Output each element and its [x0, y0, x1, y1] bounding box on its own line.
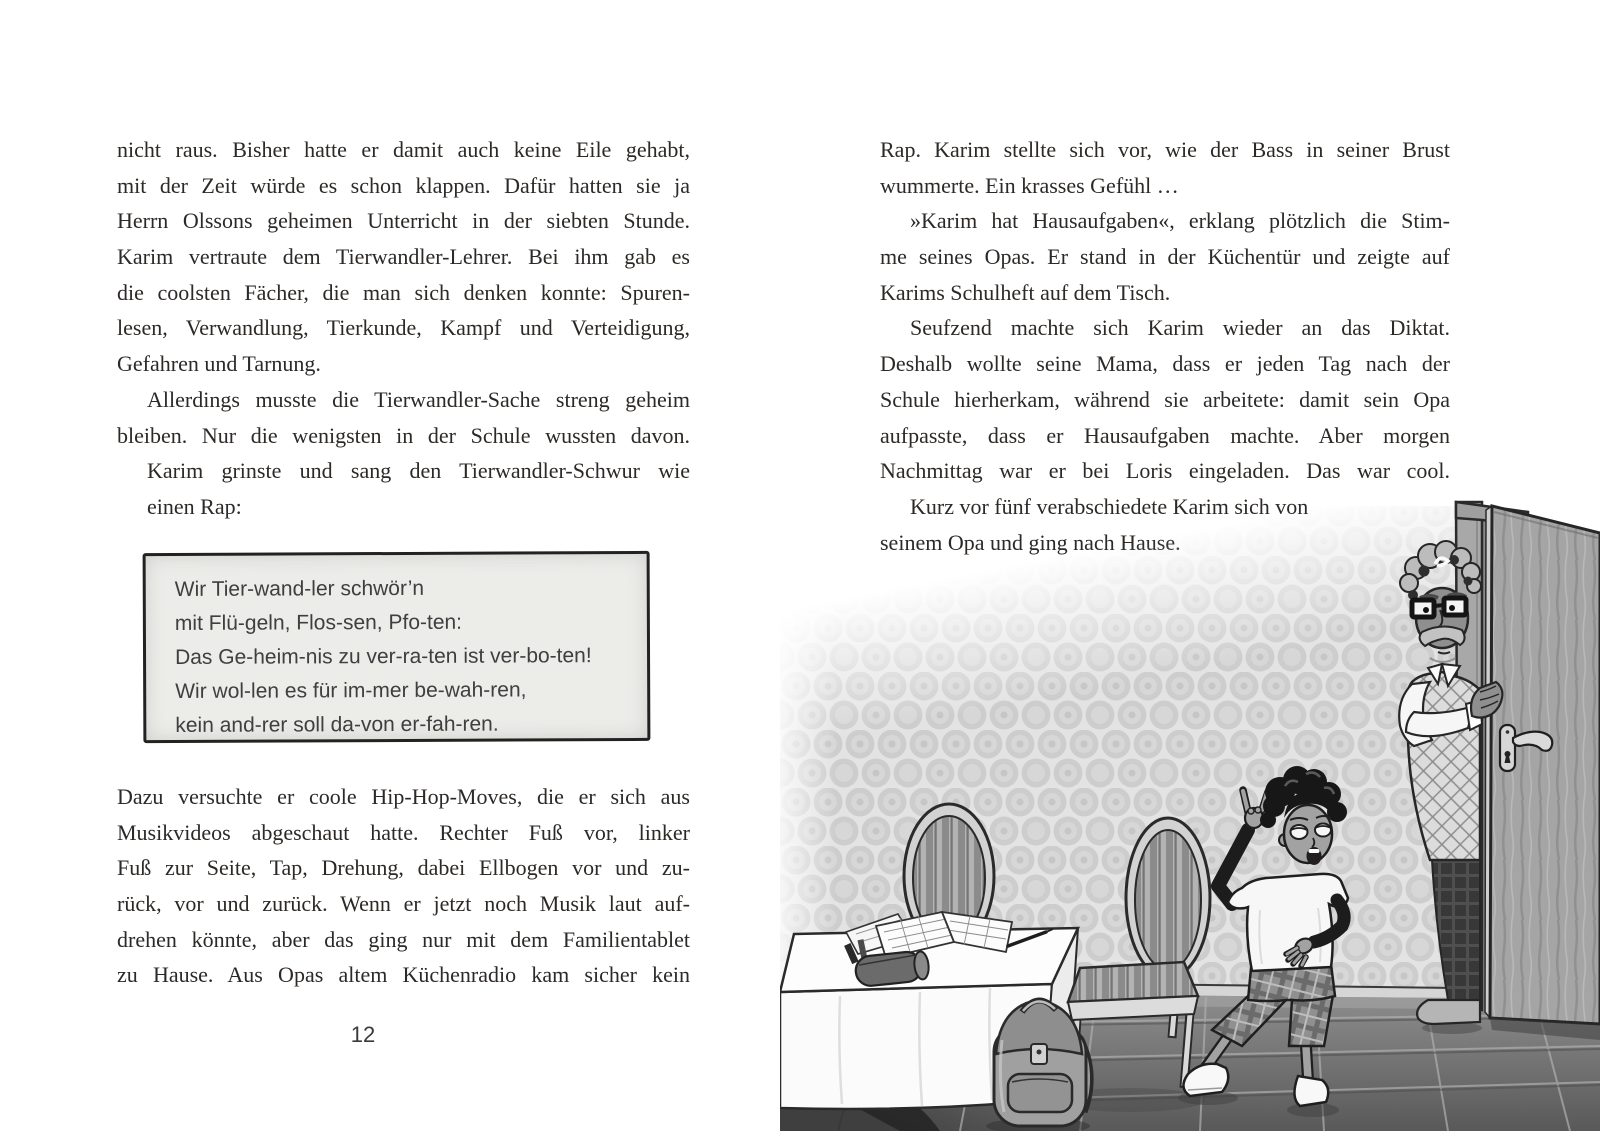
text-line: Seufzend machte sich Karim wieder an das Diktat. [910, 315, 1450, 341]
text-line: zu Hause. Aus Opas altem Küchenradio kam sicher kein [117, 962, 690, 988]
wooden-door [1485, 506, 1600, 1040]
text-line: Gefahren und Tarnung. [117, 351, 321, 377]
text-line: einen Rap: [147, 493, 242, 519]
left-text-column-lower [117, 779, 690, 993]
oath-line: kein and-rer soll da-von er-fah-ren. [175, 712, 499, 737]
text-line: Allerdings musste die Tierwandler-Sache streng geheim [147, 386, 690, 412]
oath-line: mit Flü-geln, Flos-sen, Pfo-ten: [174, 610, 463, 635]
text-line: Karim vertraute dem Tierwandler-Lehrer. Bei ihm gab es [117, 244, 690, 270]
text-line: Herrn Olssons geheimen Unterricht in der siebten Stunde. [117, 208, 690, 234]
grandpa-slipper [1417, 1000, 1480, 1024]
oath-line: Das Ge-heim-nis zu ver-ra-ten ist ver-bo-ten! [174, 644, 592, 669]
text-line: bleiben. Nur die wenigsten in der Schule wussten davon. [117, 422, 690, 448]
text-line: rück, vor und zurück. Wenn er jetzt noch Musik laut auf- [117, 891, 690, 917]
oath-box [143, 551, 651, 743]
text-line: mit der Zeit würde es schon klappen. Dafür hatten sie ja [117, 172, 690, 198]
text-line: nicht raus. Bisher hatte er damit auch keine Eile gehabt, [117, 137, 690, 162]
text-line: drehen könnte, aber das ging nur mit dem Familientablet [117, 926, 690, 952]
text-line: Deshalb wollte seine Mama, dass er jeden Tag nach der [880, 351, 1450, 377]
text-line: aufpasste, dass er Hausaufgaben machte. Aber morgen [880, 422, 1450, 448]
text-line: Nachmittag war er bei Loris eingeladen. Das war cool. [880, 458, 1450, 484]
illustration-karim-dancing [780, 440, 1600, 1131]
text-line: wummerte. Ein krasses Gefühl … [880, 172, 1179, 198]
oath-line: Wir wol-len es für im-mer be-wah-ren, [175, 678, 527, 703]
text-line: lesen, Verwandlung, Tierkunde, Kampf und Verteidigung, [117, 315, 690, 341]
text-line: »Karim hat Hausaufgaben«, erklang plötzlich die Stim- [910, 208, 1450, 234]
text-line: Rap. Karim stellte sich vor, wie der Bass in seiner Brust [880, 137, 1450, 162]
singing-mouth [1308, 848, 1321, 864]
text-line: Karims Schulheft auf dem Tisch. [880, 279, 1171, 305]
text-line: Dazu versuchte er coole Hip-Hop-Moves, die er sich aus [117, 784, 690, 809]
text-line: Fuß zur Seite, Tap, Drehung, dabei Ellbogen vor und zu- [117, 855, 690, 881]
page-number: 12 [350, 1022, 376, 1047]
left-text-column [117, 132, 690, 525]
text-line: die coolsten Fächer, die man sich denken konnte: Spuren- [117, 279, 690, 305]
text-line: Schule hierherkam, während sie arbeitete: damit sein Opa [880, 386, 1450, 412]
oath-line: Wir Tier-wand-ler schwör’n [174, 576, 425, 601]
text-line: Karim grinste und sang den Tierwandler-Schwur wie [147, 458, 690, 484]
text-line: me seines Opas. Er stand in der Küchentür und zeigte auf [880, 244, 1450, 270]
text-line: Musikvideos abgeschaut hatte. Rechter Fuß vor, linker [117, 819, 690, 845]
boy-right-shoe [1294, 1076, 1328, 1106]
